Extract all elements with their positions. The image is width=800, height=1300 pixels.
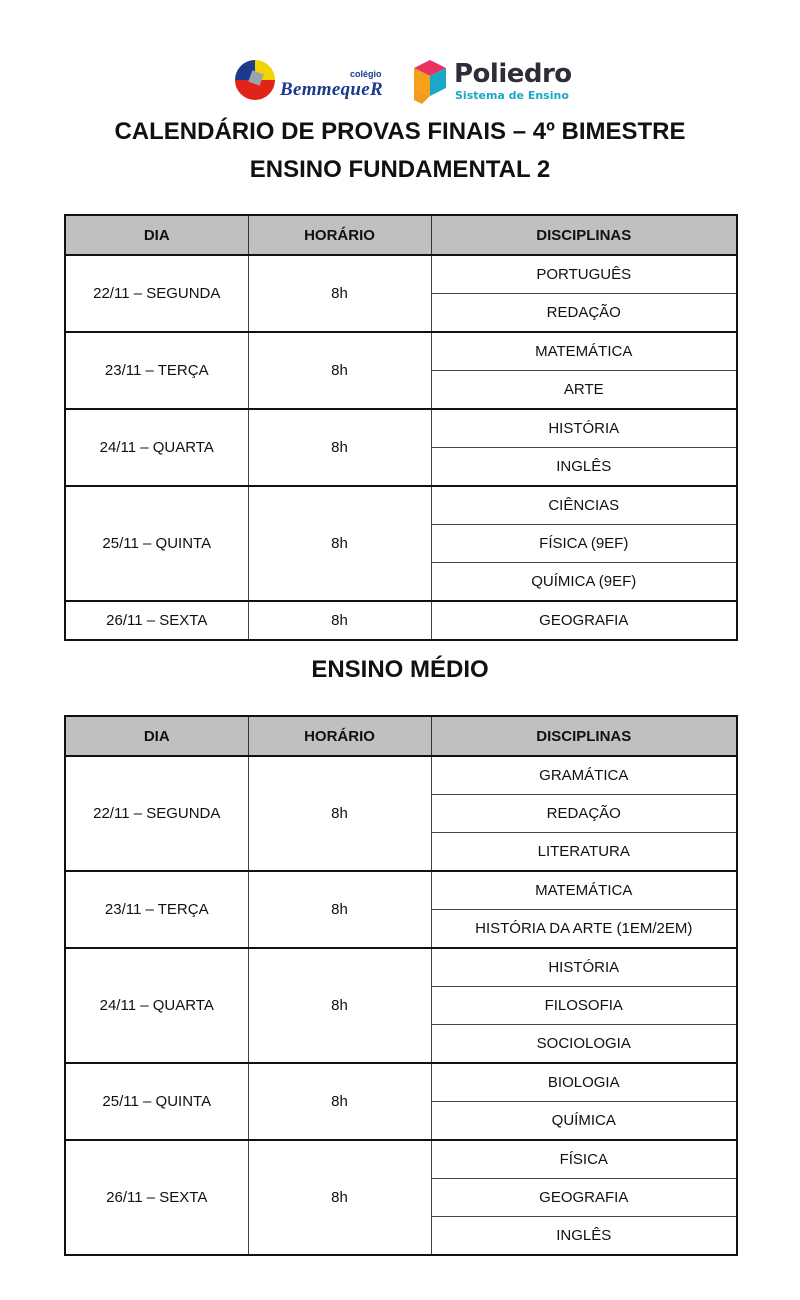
column-header-dia: DIA (65, 215, 248, 255)
cell-disciplina: REDAÇÃO (431, 795, 737, 833)
table-row (65, 1140, 737, 1179)
table-row (65, 1063, 737, 1102)
cell-disciplina: HISTÓRIA (431, 409, 737, 448)
cell-disciplina: LITERATURA (431, 833, 737, 872)
poliedro-cube-icon (410, 56, 450, 106)
cell-horario: 8h (248, 871, 431, 948)
cell-disciplina: REDAÇÃO (431, 294, 737, 333)
cell-disciplina: HISTÓRIA (431, 948, 737, 987)
cell-horario: 8h (248, 332, 431, 409)
cell-horario: 8h (248, 756, 431, 871)
bemmequer-emblem-icon (233, 58, 277, 102)
cell-disciplina: FÍSICA (431, 1140, 737, 1179)
cell-dia: 25/11 – QUINTA (65, 1063, 248, 1140)
section-title-fundamental: ENSINO FUNDAMENTAL 2 (249, 156, 551, 183)
cell-disciplina: PORTUGUÊS (431, 255, 737, 294)
cell-horario: 8h (248, 1063, 431, 1140)
cell-horario: 8h (248, 409, 431, 486)
schedule-table-medio (64, 715, 738, 1256)
table-row (65, 255, 737, 294)
bemmequer-name: BemmequeR (280, 79, 383, 100)
cell-disciplina: QUÍMICA (431, 1102, 737, 1141)
cell-disciplina: MATEMÁTICA (431, 871, 737, 910)
cell-disciplina: BIOLOGIA (431, 1063, 737, 1102)
cell-horario: 8h (248, 601, 431, 640)
cell-disciplina: MATEMÁTICA (431, 332, 737, 371)
cell-dia: 23/11 – TERÇA (65, 332, 248, 409)
poliedro-logo (410, 56, 580, 108)
cell-disciplina: ARTE (431, 371, 737, 410)
table-row (65, 601, 737, 640)
cell-disciplina: FILOSOFIA (431, 987, 737, 1025)
cell-dia: 23/11 – TERÇA (65, 871, 248, 948)
logo-bar (0, 56, 800, 110)
bemmequer-logo (233, 58, 393, 104)
column-header-horario: HORÁRIO (248, 716, 431, 756)
cell-dia: 22/11 – SEGUNDA (65, 255, 248, 332)
cell-disciplina: SOCIOLOGIA (431, 1025, 737, 1064)
cell-dia: 26/11 – SEXTA (65, 601, 248, 640)
cell-disciplina: INGLÊS (431, 448, 737, 487)
cell-horario: 8h (248, 948, 431, 1063)
cell-disciplina: GRAMÁTICA (431, 756, 737, 795)
column-header-disciplinas: DISCIPLINAS (431, 716, 737, 756)
column-header-dia: DIA (65, 716, 248, 756)
cell-horario: 8h (248, 255, 431, 332)
table-row (65, 756, 737, 795)
cell-disciplina: QUÍMICA (9EF) (431, 563, 737, 602)
column-header-horario: HORÁRIO (248, 215, 431, 255)
poliedro-name: Poliedro (454, 59, 572, 89)
cell-dia: 24/11 – QUARTA (65, 948, 248, 1063)
cell-disciplina: HISTÓRIA DA ARTE (1EM/2EM) (431, 910, 737, 949)
table-row (65, 948, 737, 987)
cell-disciplina: CIÊNCIAS (431, 486, 737, 525)
cell-dia: 22/11 – SEGUNDA (65, 756, 248, 871)
cell-disciplina: FÍSICA (9EF) (431, 525, 737, 563)
table-row (65, 409, 737, 448)
cell-disciplina: INGLÊS (431, 1217, 737, 1256)
column-header-disciplinas: DISCIPLINAS (431, 215, 737, 255)
table-row (65, 871, 737, 910)
cell-dia: 24/11 – QUARTA (65, 409, 248, 486)
cell-disciplina: GEOGRAFIA (431, 1179, 737, 1217)
cell-dia: 25/11 – QUINTA (65, 486, 248, 601)
poliedro-subtitle: Sistema de Ensino (455, 89, 569, 102)
cell-disciplina: GEOGRAFIA (431, 601, 737, 640)
schedule-table-fundamental (64, 214, 738, 641)
cell-horario: 8h (248, 1140, 431, 1255)
section-title-medio: ENSINO MÉDIO (311, 656, 489, 683)
table-header-row (65, 716, 737, 756)
table-row (65, 486, 737, 525)
bemmequer-small-label: colégio (350, 69, 382, 79)
cell-horario: 8h (248, 486, 431, 601)
table-row (65, 332, 737, 371)
cell-dia: 26/11 – SEXTA (65, 1140, 248, 1255)
page-title: CALENDÁRIO DE PROVAS FINAIS – 4º BIMESTRE (114, 118, 686, 145)
table-header-row (65, 215, 737, 255)
